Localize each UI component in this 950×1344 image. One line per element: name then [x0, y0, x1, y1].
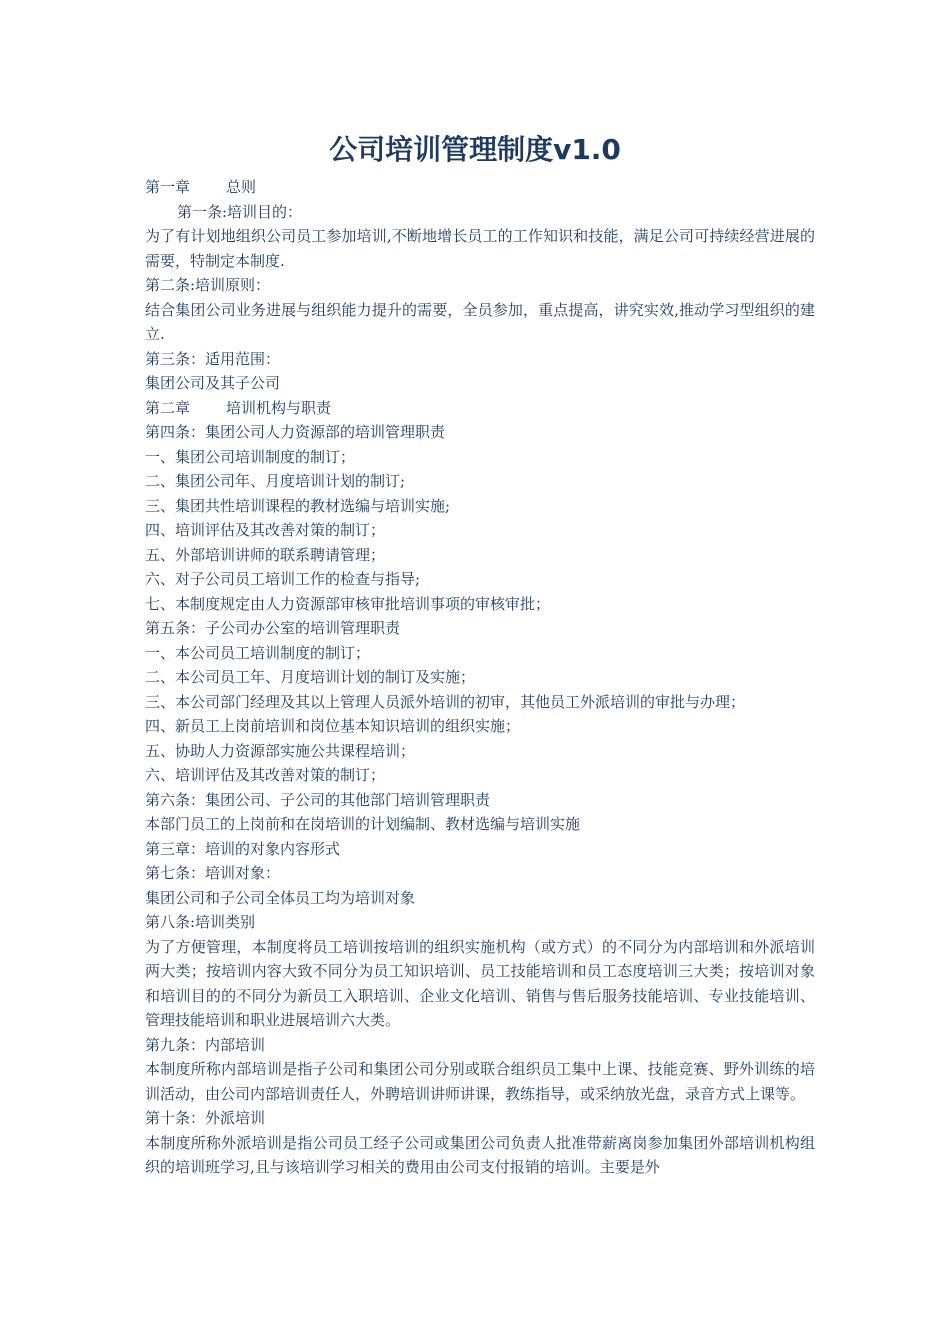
article-6-body: 本部门员工的上岗前和在岗培训的计划编制、教材选编与培训实施: [145, 815, 581, 833]
article-4-heading: 第四条：集团公司人力资源部的培训管理职责: [145, 423, 446, 441]
chapter-1-name: 总则: [226, 178, 257, 196]
article-4-item: 五、外部培训讲师的联系聘请管理；: [145, 545, 386, 564]
article-6-heading: 第六条：集团公司、子公司的其他部门培训管理职责: [145, 790, 491, 809]
article-5-item: 四、新员工上岗前培训和岗位基本知识培训的组织实施；: [145, 717, 521, 735]
article-5-item: 二、本公司员工年、月度培训计划的制订及实施；: [145, 668, 476, 686]
article-5-item: 五、协助人力资源部实施公共课程培训；: [145, 741, 416, 760]
article-2-heading: 第二条:培训原则：: [145, 276, 271, 294]
chapter-2-number: 第二章: [145, 398, 191, 417]
chapter-3-heading: 第三章：培训的对象内容形式: [145, 839, 341, 858]
article-4-item: 七、本制度规定由人力资源部审核审批培训事项的审核审批；: [145, 594, 551, 613]
article-1-heading: 第一条:培训目的：: [177, 202, 303, 221]
article-9-heading: 第九条：内部培训: [145, 1035, 266, 1054]
article-5-heading: 第五条：子公司办公室的培训管理职责: [145, 619, 401, 637]
article-4-item: 六、对子公司员工培训工作的检查与指导;: [145, 570, 421, 588]
article-3-body: 集团公司及其子公司: [145, 374, 281, 392]
chapter-1-number: 第一章: [145, 178, 191, 196]
article-3-heading: 第三条：适用范围：: [145, 349, 281, 368]
article-4-item: 一、集团公司培训制度的制订；: [145, 447, 356, 466]
article-4-item: 三、集团共性培训课程的教材选编与培训实施;: [145, 496, 451, 515]
article-9-body: 本制度所称内部培训是指子公司和集团公司分别或联合组织员工集中上课、技能竞赛、野外训练的培训活动，由公司内部培训责任人，外聘培训讲师讲课，教练指导，或采纳放光盘，录音方式上课等。: [145, 1060, 815, 1103]
document-body: [145, 175, 815, 1180]
article-1-body: 为了有计划地组织公司员工参加培训,不断地增长员工的工作知识和技能，满足公司可持续经营进展的需要，特制定本制度.: [145, 227, 815, 270]
chapter-2-name: 培训机构与职责: [226, 398, 332, 417]
article-7-body: 集团公司和子公司全体员工均为培训对象: [145, 888, 416, 907]
article-8-heading: 第八条:培训类别: [145, 913, 256, 931]
article-8-body: 为了方便管理，本制度将员工培训按培训的组织实施机构（或方式）的不同分为内部培训和外派培训两大类；按培训内容大致不同分为员工知识培训、员工技能培训和员工态度培训三大类；按培训对象和培训目的的不同分为新员工入职培训、企业文化培训、销售与售后服务技能培训、专业技能培训、管理技能培训和职业进展培训六大类。: [145, 937, 815, 1029]
chapter-1-heading: [145, 175, 815, 200]
article-5-item: 六、培训评估及其改善对策的制订；: [145, 766, 386, 784]
article-5-item: 三、本公司部门经理及其以上管理人员派外培训的初审，其他员工外派培训的审批与办理；: [145, 692, 746, 711]
article-10-heading: 第十条：外派培训: [145, 1109, 266, 1127]
article-10-body: 本制度所称外派培训是指公司员工经子公司或集团公司负责人批准带薪离岗参加集团外部培训机构组织的培训班学习,且与该培训学习相关的费用由公司支付报销的培训。主要是外: [145, 1133, 815, 1176]
article-4-item: 二、集团公司年、月度培训计划的制订;: [145, 472, 406, 490]
article-7-heading: 第七条：培训对象：: [145, 864, 281, 882]
article-5-item: 一、本公司员工培训制度的制订；: [145, 643, 371, 662]
article-4-item: 四、培训评估及其改善对策的制订；: [145, 521, 386, 539]
chapter-2-heading: [145, 396, 815, 421]
document-title: 公司培训管理制度v1.0: [329, 133, 621, 166]
article-2-body: 结合集团公司业务进展与组织能力提升的需要，全员参加，重点提高，讲究实效,推动学习型组织的建立.: [145, 300, 815, 343]
